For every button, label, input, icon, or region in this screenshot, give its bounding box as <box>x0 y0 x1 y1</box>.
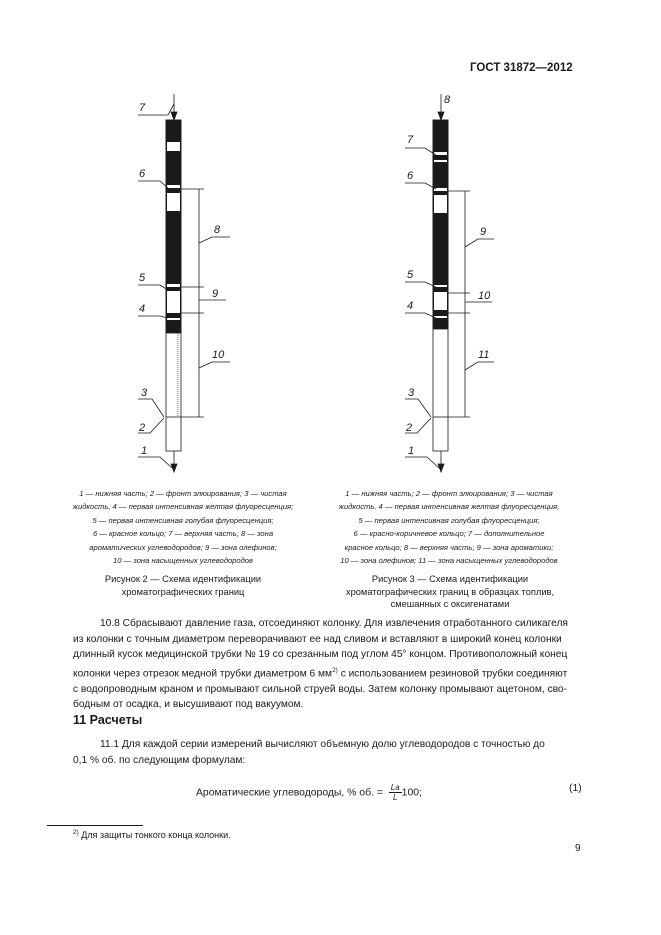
fig3-marker: 5 <box>407 269 414 281</box>
formula-label: Ароматические углеводороды, % об. = <box>196 787 383 799</box>
fig3-marker: 7 <box>407 134 414 146</box>
fig2-marker: 3 <box>141 387 148 399</box>
fig2-light-band <box>167 318 180 320</box>
fig3-marker: 8 <box>444 94 451 106</box>
fig2-marker: 9 <box>212 288 219 300</box>
footnote-mark: 2) <box>73 829 79 836</box>
formula-tail: 100; <box>401 787 422 799</box>
fig3-leader-7 <box>405 148 436 155</box>
section-heading: 11 Расчеты <box>73 713 143 727</box>
fig2-leader-5 <box>138 285 168 290</box>
text-line: с водопроводным краном и промывают сильной струей воды. Затем колонку промывают ацетоном, сво- <box>73 683 567 695</box>
fig3-marker: 3 <box>408 387 415 399</box>
fig2-light-band <box>167 291 180 313</box>
fig2-light-band <box>167 193 180 211</box>
fig3-marker: 10 <box>478 290 491 302</box>
figure2-caption <box>80 573 286 598</box>
figure3-legend <box>313 487 585 567</box>
fig2-leader-1 <box>138 457 172 468</box>
fig2-leader-4 <box>138 316 168 318</box>
fig2-light-band <box>167 185 180 188</box>
figure2-legend <box>52 487 314 567</box>
text-line: 11.1 Для каждой серии измерений вычисляют объемную долю углеводородов с точностью до <box>100 739 545 750</box>
fig3-leader-11 <box>465 362 494 370</box>
footnote-separator <box>47 825 143 826</box>
fig2-leader-8 <box>199 237 230 243</box>
fig2-top-arrowhead <box>171 112 177 120</box>
text-segment: колонки через отрезок медной трубки диаметром 6 мм <box>73 668 333 680</box>
legend-line: красное кольцо; 8 — верхняя часть; 9 — зона ароматики; <box>344 542 554 552</box>
caption-line: смешанных с оксигенатами <box>390 599 510 610</box>
fig3-marker: 9 <box>480 226 487 238</box>
caption-line: хроматографических границ в образцах топлив, <box>345 586 555 597</box>
fig2-marker: 7 <box>139 102 146 114</box>
fig3-leader-5 <box>405 282 436 287</box>
page-number: 9 <box>575 843 581 854</box>
fig3-marker: 6 <box>407 170 414 182</box>
equation-number: (1) <box>569 783 582 794</box>
text-line: длинный кусок медицинской трубки № 19 со срезанным под углом 45° концом. Противоположный конец <box>73 649 568 661</box>
text-line: из колонки с точным диаметром переворачивают ее над сливом и вставляют в широкий конец колонки <box>73 633 562 645</box>
fig3-light-band <box>434 160 447 162</box>
text-line: бодным от осадка, и высушивают под вакуумом. <box>73 699 304 711</box>
fig3-light-band <box>434 188 447 191</box>
text-line: 0,1 % об. по следующим формулам: <box>73 754 246 766</box>
paragraph-10-8 <box>73 616 579 713</box>
document-standard-number: ГОСТ 31872—2012 <box>470 62 573 74</box>
legend-line: 5 — первая интенсивная голубая флуоресценция; <box>92 515 274 525</box>
fig3-leader-3 <box>405 399 431 417</box>
footnote-reference[interactable]: 2) <box>332 666 338 674</box>
caption-line: Рисунок 3 — Схема идентификации <box>371 574 529 584</box>
legend-line: 6 — красно-коричневое кольцо; 7 — дополнительное <box>353 529 545 539</box>
legend-line: ароматических углеводородов; 9 — зона олефинов; <box>89 542 277 552</box>
legend-line: 10 — зона олефинов; 11 — зона насыщенных углеводородов <box>340 556 558 566</box>
fig2-leader-3 <box>138 399 164 417</box>
figure3-caption <box>330 573 570 611</box>
fig3-marker: 4 <box>407 300 414 312</box>
fig3-leader-9 <box>465 239 494 247</box>
fig2-marker: 1 <box>141 445 148 457</box>
caption-line: Рисунок 2 — Схема идентификации <box>104 574 262 584</box>
legend-line: 1 — нижняя часть; 2 — фронт элюирования; 3 — чистая <box>79 489 287 498</box>
fig2-marker: 10 <box>212 349 225 361</box>
legend-line: 6 — красное кольцо; 7 — верхняя часть; 8 — зона <box>92 529 274 539</box>
fig3-leader-1 <box>405 457 439 468</box>
paragraph-11-1 <box>73 737 579 768</box>
fig3-marker: 2 <box>406 422 413 434</box>
fig2-marker: 6 <box>139 168 146 180</box>
formula-fraction <box>389 783 402 802</box>
fig2-marker: 4 <box>139 303 146 315</box>
fig2-marker: 2 <box>139 422 146 434</box>
text-line: 10.8 Сбрасывают давление газа, отсоединяют колонку. Для извлечения отработанного силикагеля <box>100 618 568 629</box>
text-segment: с использованием резиновой трубки соединяют <box>340 668 568 680</box>
formula-aromatic <box>196 783 422 802</box>
fig3-light-band <box>434 292 447 310</box>
fig2-marker: 8 <box>214 224 221 236</box>
legend-line: жидкость, 4 — первая интенсивная желтая флуоресценция; <box>72 502 294 512</box>
footnote <box>73 829 231 840</box>
fig3-top-arrowhead <box>438 112 444 120</box>
footnote-text: Для защиты тонкого конца колонки. <box>81 830 231 840</box>
fig2-light-band <box>167 142 180 151</box>
fig3-leader-4 <box>405 313 436 318</box>
formula-numerator: La <box>390 783 400 792</box>
caption-line: хроматографических границ <box>121 586 245 597</box>
fig2-leader-10 <box>199 362 230 368</box>
formula-denominator: L <box>392 793 398 802</box>
fig3-leader-6 <box>405 183 436 189</box>
legend-line: 10 — зона насыщенных углеводородов <box>113 556 253 566</box>
fig2-leader-6 <box>138 181 168 188</box>
fig2-marker: 5 <box>139 272 146 284</box>
legend-line: жидкость, 4 — первая интенсивная желтая флуоресценция, <box>338 502 560 512</box>
fig3-marker: 11 <box>478 349 490 361</box>
fig3-marker: 1 <box>408 445 415 457</box>
legend-line: 1 — нижняя часть; 2 — фронт элюирования; 3 — чистая <box>345 489 553 498</box>
fig3-light-band <box>434 195 447 213</box>
fig2-light-band <box>167 284 180 287</box>
legend-line: 5 — первая интенсивная голубая флуоресценция; <box>358 515 540 525</box>
